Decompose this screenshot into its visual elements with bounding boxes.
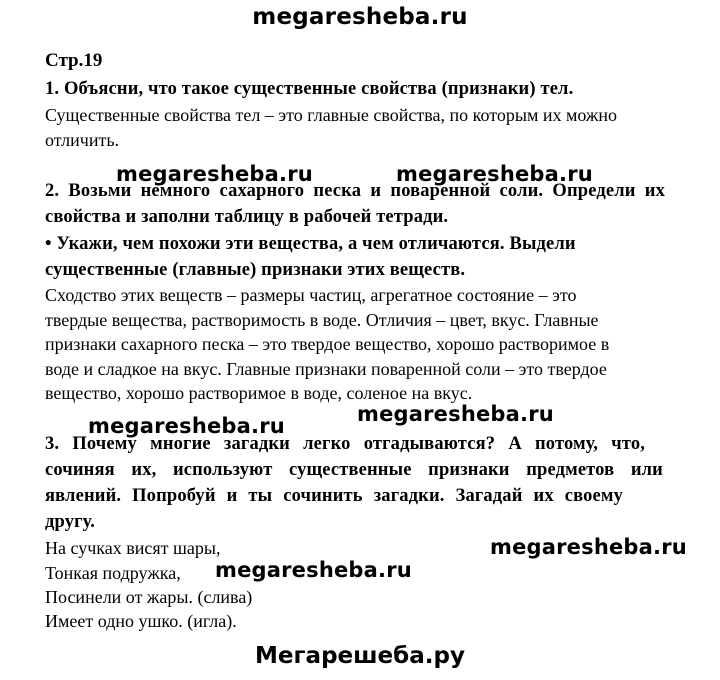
riddle-line: Тонкая подружка,	[45, 563, 181, 583]
question-3-line: сочиняя их, используют существенные признаки предметов или	[45, 460, 663, 480]
watermark-inline: megaresheba.ru	[116, 162, 313, 186]
answer-2-line: воде и сладкое на вкус. Главные признаки поваренной соли – это твердое	[45, 359, 607, 379]
watermark-bottom: Мегарешеба.ру	[255, 643, 465, 669]
question-2-line: 2. Возьми немного сахарного песка и поваренной соли. Определи их	[45, 181, 665, 201]
riddle-line: Посинели от жары. (слива)	[45, 587, 253, 607]
watermark-inline: megaresheba.ru	[215, 558, 412, 582]
watermark-inline: megaresheba.ru	[357, 402, 554, 426]
question-1: 1. Объясни, что такое существенные свойства (признаки) тел.	[45, 79, 574, 99]
riddle-line: На сучках висят шары,	[45, 538, 221, 558]
question-2-bullet-line: существенные (главные) признаки этих веществ.	[45, 260, 466, 280]
answer-2-line: твердые вещества, растворимость в воде. Отличия – цвет, вкус. Главные	[45, 310, 599, 330]
question-3-line: явлений. Попробуй и ты сочинить загадки. Загадай их своему	[45, 486, 623, 506]
page-number: Стр.19	[45, 50, 103, 71]
watermark-top: megaresheba.ru	[252, 4, 468, 30]
answer-2-line: признаки сахарного песка – это твердое вещество, хорошо растворимое в	[45, 334, 610, 354]
riddle-line: Имеет одно ушко. (игла).	[45, 611, 237, 631]
answer-2-line: вещество, хорошо растворимое в воде, соленое на вкус.	[45, 383, 473, 403]
answer-1-line: Существенные свойства тел – это главные свойства, по которым их можно	[45, 105, 617, 125]
question-2-bullet-line: • Укажи, чем похожи эти вещества, а чем отличаются. Выдели	[45, 234, 576, 254]
watermark-inline: megaresheba.ru	[88, 414, 285, 438]
answer-1-line: отличить.	[45, 130, 120, 150]
watermark-inline: megaresheba.ru	[490, 535, 687, 559]
watermark-inline: megaresheba.ru	[396, 162, 593, 186]
answer-2-line: Сходство этих веществ – размеры частиц, агрегатное состояние – это	[45, 285, 577, 305]
question-3-line: другу.	[45, 512, 95, 532]
question-2-line: свойства и заполни таблицу в рабочей тетради.	[45, 207, 449, 227]
question-3-line: 3. Почему многие загадки легко отгадываются? А потому, что,	[45, 434, 645, 454]
